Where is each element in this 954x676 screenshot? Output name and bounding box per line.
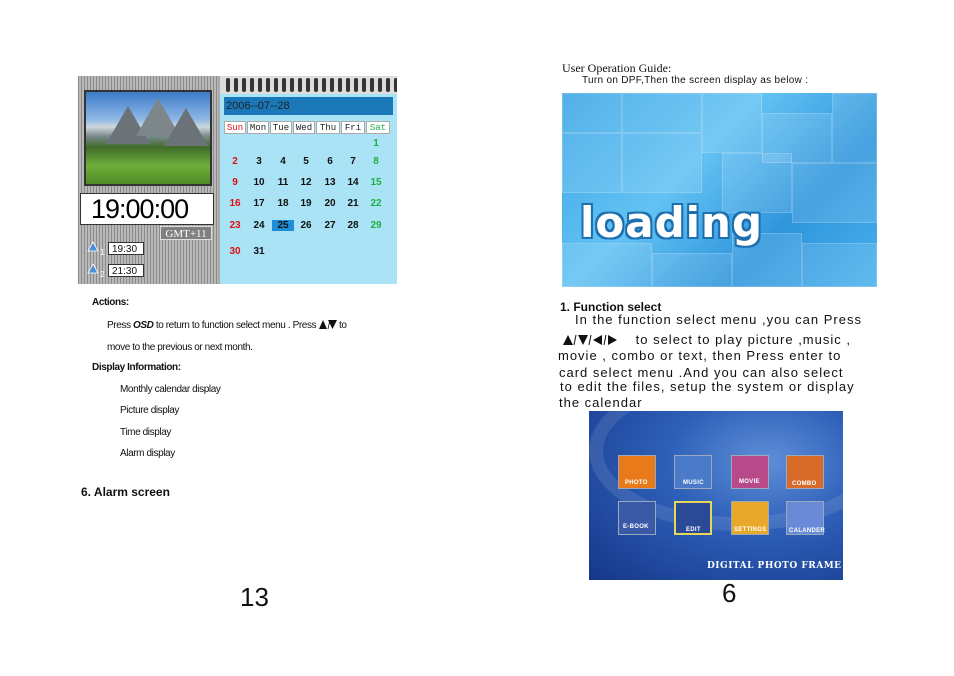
menu-label-edit: EDIT	[686, 527, 701, 533]
calendar-day: 19	[300, 198, 312, 209]
actions-text: to return to function select menu . Press	[153, 320, 319, 331]
calendar-day: 12	[300, 177, 312, 188]
alarm-1-number: 1	[100, 248, 105, 257]
binding-ring	[346, 78, 350, 92]
instruction-line-5: to edit the files, setup the system or display	[560, 379, 855, 394]
calendar-day: 6	[327, 156, 333, 167]
menu-label-calendar: CALANDER	[789, 528, 826, 534]
weekday-sun: Sun	[224, 121, 246, 134]
alarm-bell-icon	[86, 263, 100, 275]
calendar-day: 8	[373, 156, 379, 167]
menu-label-photo: PHOTO	[625, 480, 648, 486]
calendar-day: 22	[370, 198, 382, 209]
menu-label-settings: SETTINGS	[734, 527, 767, 533]
alarm-2-time: 21:30	[108, 264, 144, 277]
binding-ring	[274, 78, 278, 92]
guide-title: User Operation Guide:	[562, 61, 672, 75]
calendar-day: 15	[370, 177, 382, 188]
actions-text: to	[336, 320, 347, 331]
calendar-day: 9	[232, 177, 238, 188]
binding-ring	[282, 78, 286, 92]
binding-ring	[370, 78, 374, 92]
binding-ring	[314, 78, 318, 92]
clock-display: 19:00:00	[80, 193, 214, 225]
binding-ring	[386, 78, 390, 92]
binding-ring	[226, 78, 230, 92]
binding-ring	[266, 78, 270, 92]
calendar-day: 16	[229, 198, 241, 209]
actions-text: Press	[107, 320, 133, 331]
landscape-photo	[84, 90, 212, 186]
calendar-screen-image	[78, 76, 397, 284]
calendar-day: 10	[253, 177, 265, 188]
calendar-day: 4	[280, 156, 286, 167]
guide-subtitle: Turn on DPF,Then the screen display as below :	[582, 75, 809, 86]
binding-ring	[394, 78, 397, 92]
up-down-arrows-icon	[319, 320, 337, 329]
menu-label-music: MUSIC	[683, 480, 704, 486]
calendar-day: 1	[373, 138, 379, 149]
instruction-line-2	[563, 332, 851, 347]
weekday-sat: Sat	[366, 121, 390, 134]
instruction-line-6: the calendar	[559, 395, 643, 410]
binding-ring	[322, 78, 326, 92]
binding-ring	[362, 78, 366, 92]
calendar-day: 7	[350, 156, 356, 167]
loading-screen-image	[562, 93, 877, 287]
instruction-line-1: In the function select menu ,you can Press	[575, 312, 862, 327]
menu-label-ebook: E-BOOK	[623, 524, 649, 530]
binding-ring	[234, 78, 238, 92]
binding-ring	[306, 78, 310, 92]
calendar-day: 3	[256, 156, 262, 167]
timezone-label: GMT+11	[160, 226, 212, 240]
function-select-heading: 1. Function select	[560, 300, 662, 314]
alarm-1-time: 19:30	[108, 242, 144, 255]
binding-ring	[258, 78, 262, 92]
alarm-bell-icon	[86, 241, 100, 253]
binding-ring	[242, 78, 246, 92]
binding-ring	[354, 78, 358, 92]
display-item: Monthly calendar display	[120, 384, 221, 395]
binding-ring	[338, 78, 342, 92]
calendar-day: 11	[277, 177, 289, 188]
calendar-day: 18	[277, 198, 289, 209]
menu-label-combo: COMBO	[792, 481, 817, 487]
calendar-day: 14	[347, 177, 359, 188]
weekday-mon: Mon	[247, 121, 269, 134]
calendar-day: 28	[347, 220, 359, 231]
calendar-day: 27	[324, 220, 336, 231]
calendar-day: 26	[300, 220, 312, 231]
loading-label: loading	[580, 198, 764, 247]
display-info-heading: Display Information:	[92, 362, 181, 373]
calendar-day: 30	[229, 246, 241, 257]
actions-line-2: move to the previous or next month.	[107, 342, 253, 353]
instruction-line-3: movie , combo or text, then Press enter to	[558, 348, 842, 363]
function-menu-image	[589, 411, 843, 580]
calendar-panel	[220, 76, 397, 284]
binding-ring	[250, 78, 254, 92]
menu-label-movie: MOVIE	[739, 479, 760, 485]
display-item: Picture display	[120, 405, 180, 416]
osd-key-label: OSD	[132, 320, 154, 331]
instruction-line-4: card select menu .And you can also select	[559, 365, 844, 380]
direction-arrows-icon	[563, 334, 631, 345]
display-item: Alarm display	[120, 448, 175, 459]
weekday-fri: Fri	[341, 121, 365, 134]
calendar-day: 2	[232, 156, 238, 167]
calendar-day: 21	[347, 198, 359, 209]
weekday-thu: Thu	[316, 121, 340, 134]
instruction-text: to select to play picture ,music ,	[635, 332, 851, 347]
calendar-binding-rings	[220, 76, 397, 94]
actions-heading: Actions:	[92, 297, 129, 308]
binding-ring	[378, 78, 382, 92]
actions-line-1	[107, 320, 346, 331]
page-number-right: 6	[722, 578, 737, 608]
calendar-date-header: 2006--07--28	[224, 97, 393, 115]
weekday-tue: Tue	[270, 121, 292, 134]
binding-ring	[330, 78, 334, 92]
binding-ring	[298, 78, 302, 92]
calendar-day-today: 25	[272, 220, 294, 231]
page-number-left: 13	[240, 582, 269, 612]
alarm-2-number: 2	[100, 270, 105, 279]
calendar-day: 29	[370, 220, 382, 231]
calendar-day: 20	[324, 198, 336, 209]
calendar-day: 5	[303, 156, 309, 167]
calendar-day: 17	[253, 198, 265, 209]
calendar-day: 23	[229, 220, 241, 231]
binding-ring	[290, 78, 294, 92]
calendar-day: 31	[253, 246, 265, 257]
weekday-wed: Wed	[293, 121, 315, 134]
calendar-day: 13	[324, 177, 336, 188]
display-item: Time display	[120, 427, 171, 438]
digital-photo-frame-banner: DIGITAL PHOTO FRAME	[707, 561, 842, 571]
calendar-day: 24	[253, 220, 265, 231]
alarm-screen-heading: 6. Alarm screen	[81, 485, 170, 499]
